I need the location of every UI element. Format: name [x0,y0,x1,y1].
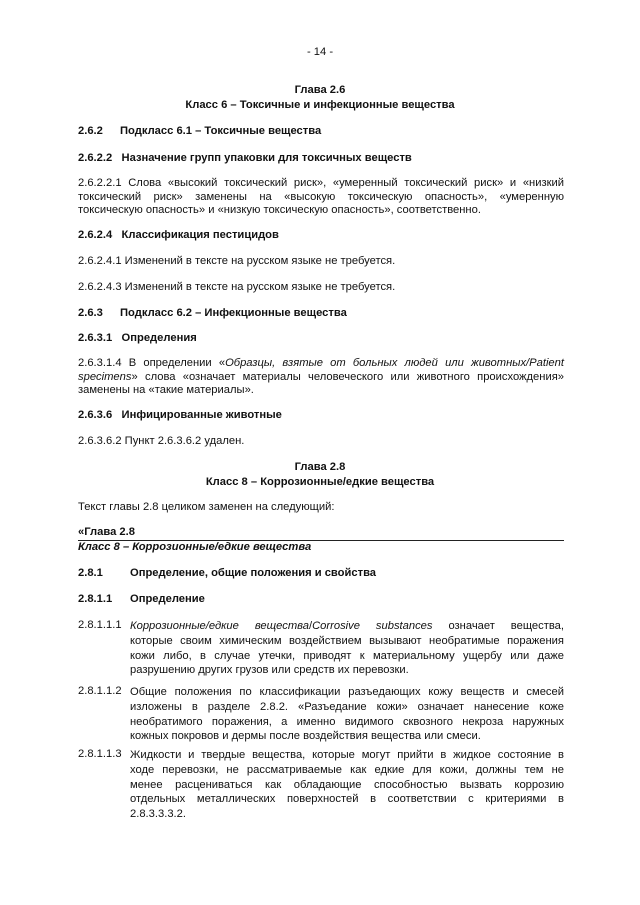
chapter-2-6-subtitle: Класс 6 – Токсичные и инфекционные вещества [185,99,455,111]
paragraph-line: 2.6.2.2.1 Слова «высокий токсический риск», «умеренный токсический риск» и «низкий [78,177,564,189]
section-2-8-1-1-title: Определение [130,593,205,605]
section-2-6-2-title: Подкласс 6.1 – Токсичные вещества [120,125,322,137]
paragraph-line: кожи либо, в случае утечки, приводят к материальному ущербу или даже [130,649,564,662]
section-2-6-2-2-heading [78,152,412,164]
paragraph-line [130,619,564,634]
section-2-6-3-1-heading [78,332,197,344]
paragraph-line: заменены на «такие материалы». [78,384,254,397]
section-2-6-3-1-title: Определения [121,332,197,344]
italic-term: Образцы, взятые от больных людей или животных/Patient [225,357,564,369]
item-2-8-1-1-2-number: 2.8.1.1.2 [78,685,122,697]
paragraph-line: изложены в разделе 2.8.2. «Разъедание кожи» означает нанесение коже [130,700,564,713]
italic-term: Коррозионные/едкие вещества [130,620,309,632]
paragraph-line: отдельных металлических поверхностей в соответствии с критериями в [130,793,564,806]
text-run: означает вещества, [432,620,564,632]
paragraph-line [78,371,564,385]
paragraph-line: менее расцениваться как обладающие способностью вызвать коррозию [130,778,564,791]
section-2-6-2-number: 2.6.2 [78,125,103,137]
quoted-chapter-title: «Глава 2.8 [78,526,135,538]
section-2-6-2-2-number: 2.6.2.2 [78,152,113,164]
paragraph-line: токсическую опасность» и «низкую токсическую опасность», соответственно. [78,204,481,217]
item-2-8-1-1-3-number: 2.8.1.1.3 [78,748,122,760]
section-2-6-3-6-heading [78,409,282,421]
paragraph-line: токсический риск» заменены на «высокую токсическую опасность», «умеренную [78,190,564,203]
paragraph-line [78,357,564,371]
text-run: » слова «означает материалы человеческого или животного происхождения» [131,370,564,383]
chapter-2-6-title: Глава 2.6 [294,84,346,96]
section-2-6-2-2-title: Назначение групп упаковки для токсичных веществ [121,152,412,164]
section-2-6-3-number: 2.6.3 [78,307,103,319]
section-2-6-2-4-title: Классификация пестицидов [121,229,279,241]
paragraph-line: Жидкости и твердые вещества, которые могут прийти в жидкое состояние в [130,749,564,761]
page-number: - 14 - [306,46,334,58]
section-2-6-2-4-number: 2.6.2.4 [78,229,113,241]
section-2-6-3-6-number: 2.6.3.6 [78,409,113,421]
item-2-8-1-1-1-text [130,619,564,678]
quoted-chapter-subtitle: Класс 8 – Коррозионные/едкие вещества [78,541,312,553]
paragraph-line: кожных покровов и дермы после воздействия вещества или смеси. [130,730,481,743]
italic-term: Corrosive substances [312,620,433,632]
paragraph-line: ходе перевозки, не рассматриваемые как едкие для кожи, должны тем не [130,763,564,776]
section-2-8-1-title: Определение, общие положения и свойства [130,567,377,579]
chapter-2-8-title: Глава 2.8 [294,461,346,473]
section-2-8-1-1-number: 2.8.1.1 [78,593,113,605]
italic-term: specimens [78,370,132,383]
section-2-8-1-number: 2.8.1 [78,567,103,579]
paragraph-line: необратимого поражения, а именно видимого сквозного некроза наружных [130,715,564,728]
item-2-8-1-1-2-text [130,685,564,744]
paragraph-line: 2.8.3.3.3.2. [130,808,186,821]
chapter-2-8-subtitle: Класс 8 – Коррозионные/едкие вещества [205,476,435,488]
paragraph-2-6-2-2-1 [78,177,564,218]
paragraph-2-6-3-6-2: 2.6.3.6.2 Пункт 2.6.3.6.2 удален. [78,435,245,447]
paragraph-2-6-3-1-4 [78,357,564,398]
section-2-6-3-title: Подкласс 6.2 – Инфекционные вещества [120,307,347,319]
section-2-6-3-6-title: Инфицированные животные [121,409,282,421]
paragraph-2-6-2-4-1: 2.6.2.4.1 Изменений в тексте на русском языке не требуется. [78,255,396,267]
paragraph-line: Общие положения по классификации разъедающих кожу веществ и смесей [130,686,564,698]
paragraph-line: разрушению других грузов или средств их перевозки. [130,664,409,677]
item-2-8-1-1-3-text [130,748,564,822]
paragraph-2-6-2-4-3: 2.6.2.4.3 Изменений в тексте на русском языке не требуется. [78,281,396,293]
paragraph-line: которые своим химическим воздействием вызывают необратимые поражения [130,634,564,647]
item-2-8-1-1-1-number: 2.8.1.1.1 [78,619,122,631]
text-run: / [308,620,313,632]
section-2-6-3-1-number: 2.6.3.1 [78,332,113,344]
section-2-6-2-4-heading [78,229,279,241]
text-run: 2.6.3.1.4 В определении « [78,357,226,369]
replacement-note: Текст главы 2.8 целиком заменен на следующий: [78,501,335,513]
